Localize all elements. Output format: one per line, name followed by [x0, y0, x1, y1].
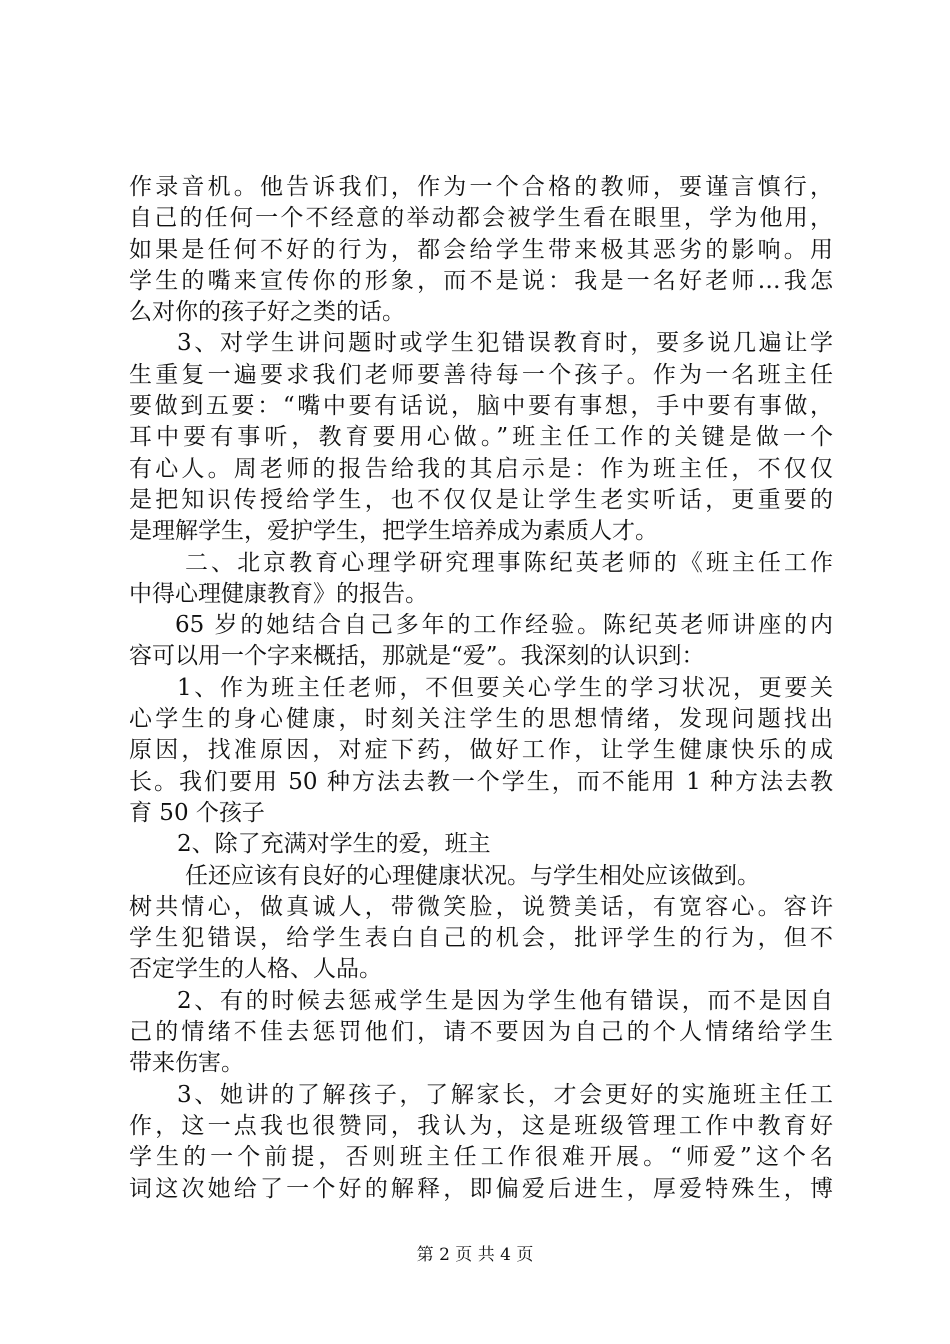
- text-line: 作录音机。他告诉我们，作为一个合格的教师，要谨言慎行，: [129, 174, 833, 200]
- text-line: 学生的嘴来宣传你的形象，而不是说：我是一名好老师…我怎: [129, 267, 833, 294]
- text-line: 要做到五要：“嘴中要有话说，脑中要有事想，手中要有事做，: [129, 393, 833, 420]
- text-line: 作，这一点我也很赞同，我认为，这是班级管理工作中教育好: [129, 1112, 833, 1139]
- text-line: 生重复一遍要求我们老师要善待每一个孩子。作为一名班主任: [129, 361, 833, 388]
- text-line: 否定学生的人格、人品。: [129, 956, 382, 983]
- text-line: 学生的一个前提，否则班主任工作很难开展。“师爱”这个名: [129, 1144, 833, 1171]
- text-line: 65 岁的她结合自己多年的工作经验。陈纪英老师讲座的内: [175, 612, 833, 639]
- text-line: 2、有的时候去惩戒学生是因为学生他有错误，而不是因自: [177, 987, 833, 1014]
- text-line: 3、对学生讲问题时或学生犯错误教育时，要多说几遍让学: [177, 330, 833, 357]
- text-line: 树共情心，做真诚人，带微笑脸，说赞美话，有宽容心。容许: [129, 893, 833, 920]
- text-line: 么对你的孩子好之类的话。: [129, 299, 405, 326]
- text-line: 2、除了充满对学生的爱，班主: [177, 831, 491, 858]
- section-heading: 二、北京教育心理学研究理事陈纪英老师的《班主任工作: [185, 549, 833, 576]
- text-line: 词这次她给了一个好的解释，即偏爱后进生，厚爱特殊生，博: [129, 1175, 833, 1202]
- section-heading-cont: 中得心理健康教育》的报告。: [129, 580, 428, 607]
- text-line: 学生犯错误，给学生表白自己的机会，批评学生的行为，但不: [129, 925, 833, 952]
- text-line: 育 50 个孩子: [129, 799, 265, 826]
- document-body: [129, 172, 833, 1205]
- text-line: 长。我们要用 50 种方法去教一个学生，而不能用 1 种方法去教: [129, 768, 833, 795]
- text-line: 原因，找准原因，对症下药，做好工作，让学生健康快乐的成: [129, 737, 833, 764]
- text-line: 1、作为班主任老师，不但要关心学生的学习状况，更要关: [177, 674, 833, 701]
- page-number-footer: 第 2 页 共 4 页: [416, 1245, 534, 1265]
- text-line: 带来伤害。: [129, 1050, 244, 1077]
- text-line: 如果是任何不好的行为，都会给学生带来极其恶劣的影响。用: [129, 236, 833, 263]
- text-line: 自己的任何一个不经意的举动都会被学生看在眼里，学为他用，: [129, 205, 833, 232]
- text-line: 有心人。周老师的报告给我的其启示是：作为班主任，不仅仅: [129, 455, 833, 482]
- text-line: 是把知识传授给学生，也不仅仅是让学生老实听话，更重要的: [129, 486, 833, 513]
- text-line: 是理解学生，爱护学生，把学生培养成为素质人才。: [129, 518, 658, 545]
- text-line: 容可以用一个字来概括，那就是“爱”。我深刻的认识到：: [129, 643, 705, 670]
- text-line: 己的情绪不佳去惩罚他们，请不要因为自己的个人情绪给学生: [129, 1019, 833, 1046]
- text-line: 心学生的身心健康，时刻关注学生的思想情绪，发现问题找出: [129, 706, 833, 733]
- text-line: 任还应该有良好的心理健康状况。与学生相处应该做到。: [185, 862, 760, 889]
- text-line: 耳中要有事听，教育要用心做。”班主任工作的关键是做一个: [129, 424, 833, 451]
- text-line: 3、她讲的了解孩子，了解家长，才会更好的实施班主任工: [177, 1081, 833, 1108]
